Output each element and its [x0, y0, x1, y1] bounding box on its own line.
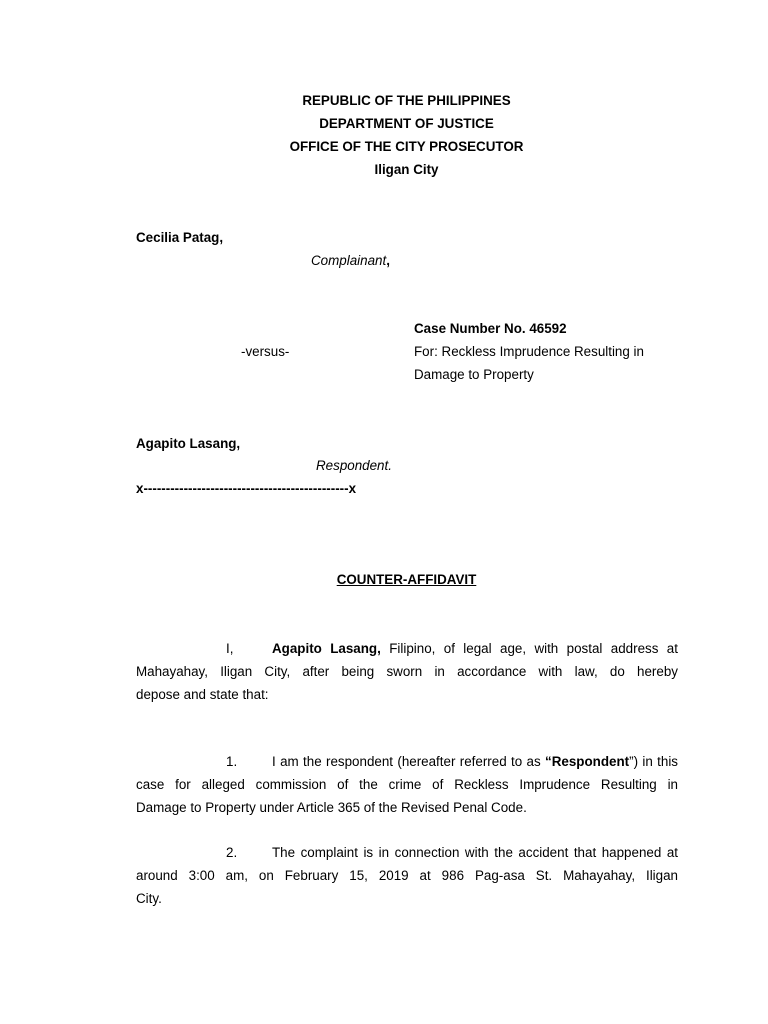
- header-republic: REPUBLIC OF THE PHILIPPINES: [302, 93, 511, 108]
- intro-pronoun: I,: [226, 641, 234, 656]
- complainant-role-label: Complainant: [311, 253, 387, 268]
- paragraph-1-line-3: Damage to Property under Article 365 of the Revised Penal Code.: [136, 800, 527, 815]
- paragraph-1-line-2: case for alleged commission of the crime of Reckless Imprudence Resulting in: [136, 777, 678, 792]
- paragraph-2-line1-text: The complaint is in connection with the accident that happened at: [272, 845, 678, 860]
- paragraph-1-number: 1.: [226, 754, 238, 769]
- respondent-role: Respondent.: [316, 458, 392, 473]
- complainant-role: [311, 252, 390, 270]
- intro-line-3: depose and state that:: [136, 687, 269, 702]
- intro-line1-rest: Filipino, of legal age, with postal address at: [389, 641, 678, 656]
- paragraph-1: [136, 750, 678, 819]
- intro-line-1: [136, 637, 678, 660]
- case-charge-line1: For: Reckless Imprudence Resulting in: [414, 344, 644, 359]
- versus-label: -versus-: [241, 344, 290, 359]
- intro-line-2: Mahayahay, Iligan City, after being sworn in accordance with law, do hereby: [136, 664, 678, 679]
- header-office: OFFICE OF THE CITY PROSECUTOR: [289, 139, 524, 154]
- paragraph-2-number: 2.: [226, 845, 238, 860]
- paragraph-2-line-3: City.: [136, 891, 162, 906]
- header-department: DEPARTMENT OF JUSTICE: [319, 116, 494, 131]
- paragraph-1-line1-pre: I am the respondent (hereafter referred to as: [272, 754, 546, 769]
- complainant-role-punct: ,: [386, 253, 390, 268]
- paragraph-2-line-1: [136, 841, 678, 864]
- paragraph-1-line-1: [136, 750, 678, 773]
- paragraph-2: [136, 841, 678, 910]
- complainant-name: Cecilia Patag,: [136, 230, 224, 245]
- document-title: COUNTER-AFFIDAVIT: [336, 572, 477, 587]
- affiant-name: Agapito Lasang,: [272, 641, 381, 656]
- case-number: Case Number No. 46592: [414, 321, 567, 336]
- respondent-name: Agapito Lasang,: [136, 436, 241, 451]
- respondent-term: “Respondent: [545, 754, 630, 769]
- intro-paragraph: [136, 637, 678, 706]
- paragraph-1-line1-post: ”) in this: [629, 754, 678, 769]
- separator-line: x----------------------------------------------x: [136, 481, 357, 496]
- case-charge-line2: Damage to Property: [414, 367, 534, 382]
- header-city: Iligan City: [374, 162, 439, 177]
- paragraph-2-line-2: around 3:00 am, on February 15, 2019 at 986 Pag-asa St. Mahayahay, Iligan: [136, 868, 678, 883]
